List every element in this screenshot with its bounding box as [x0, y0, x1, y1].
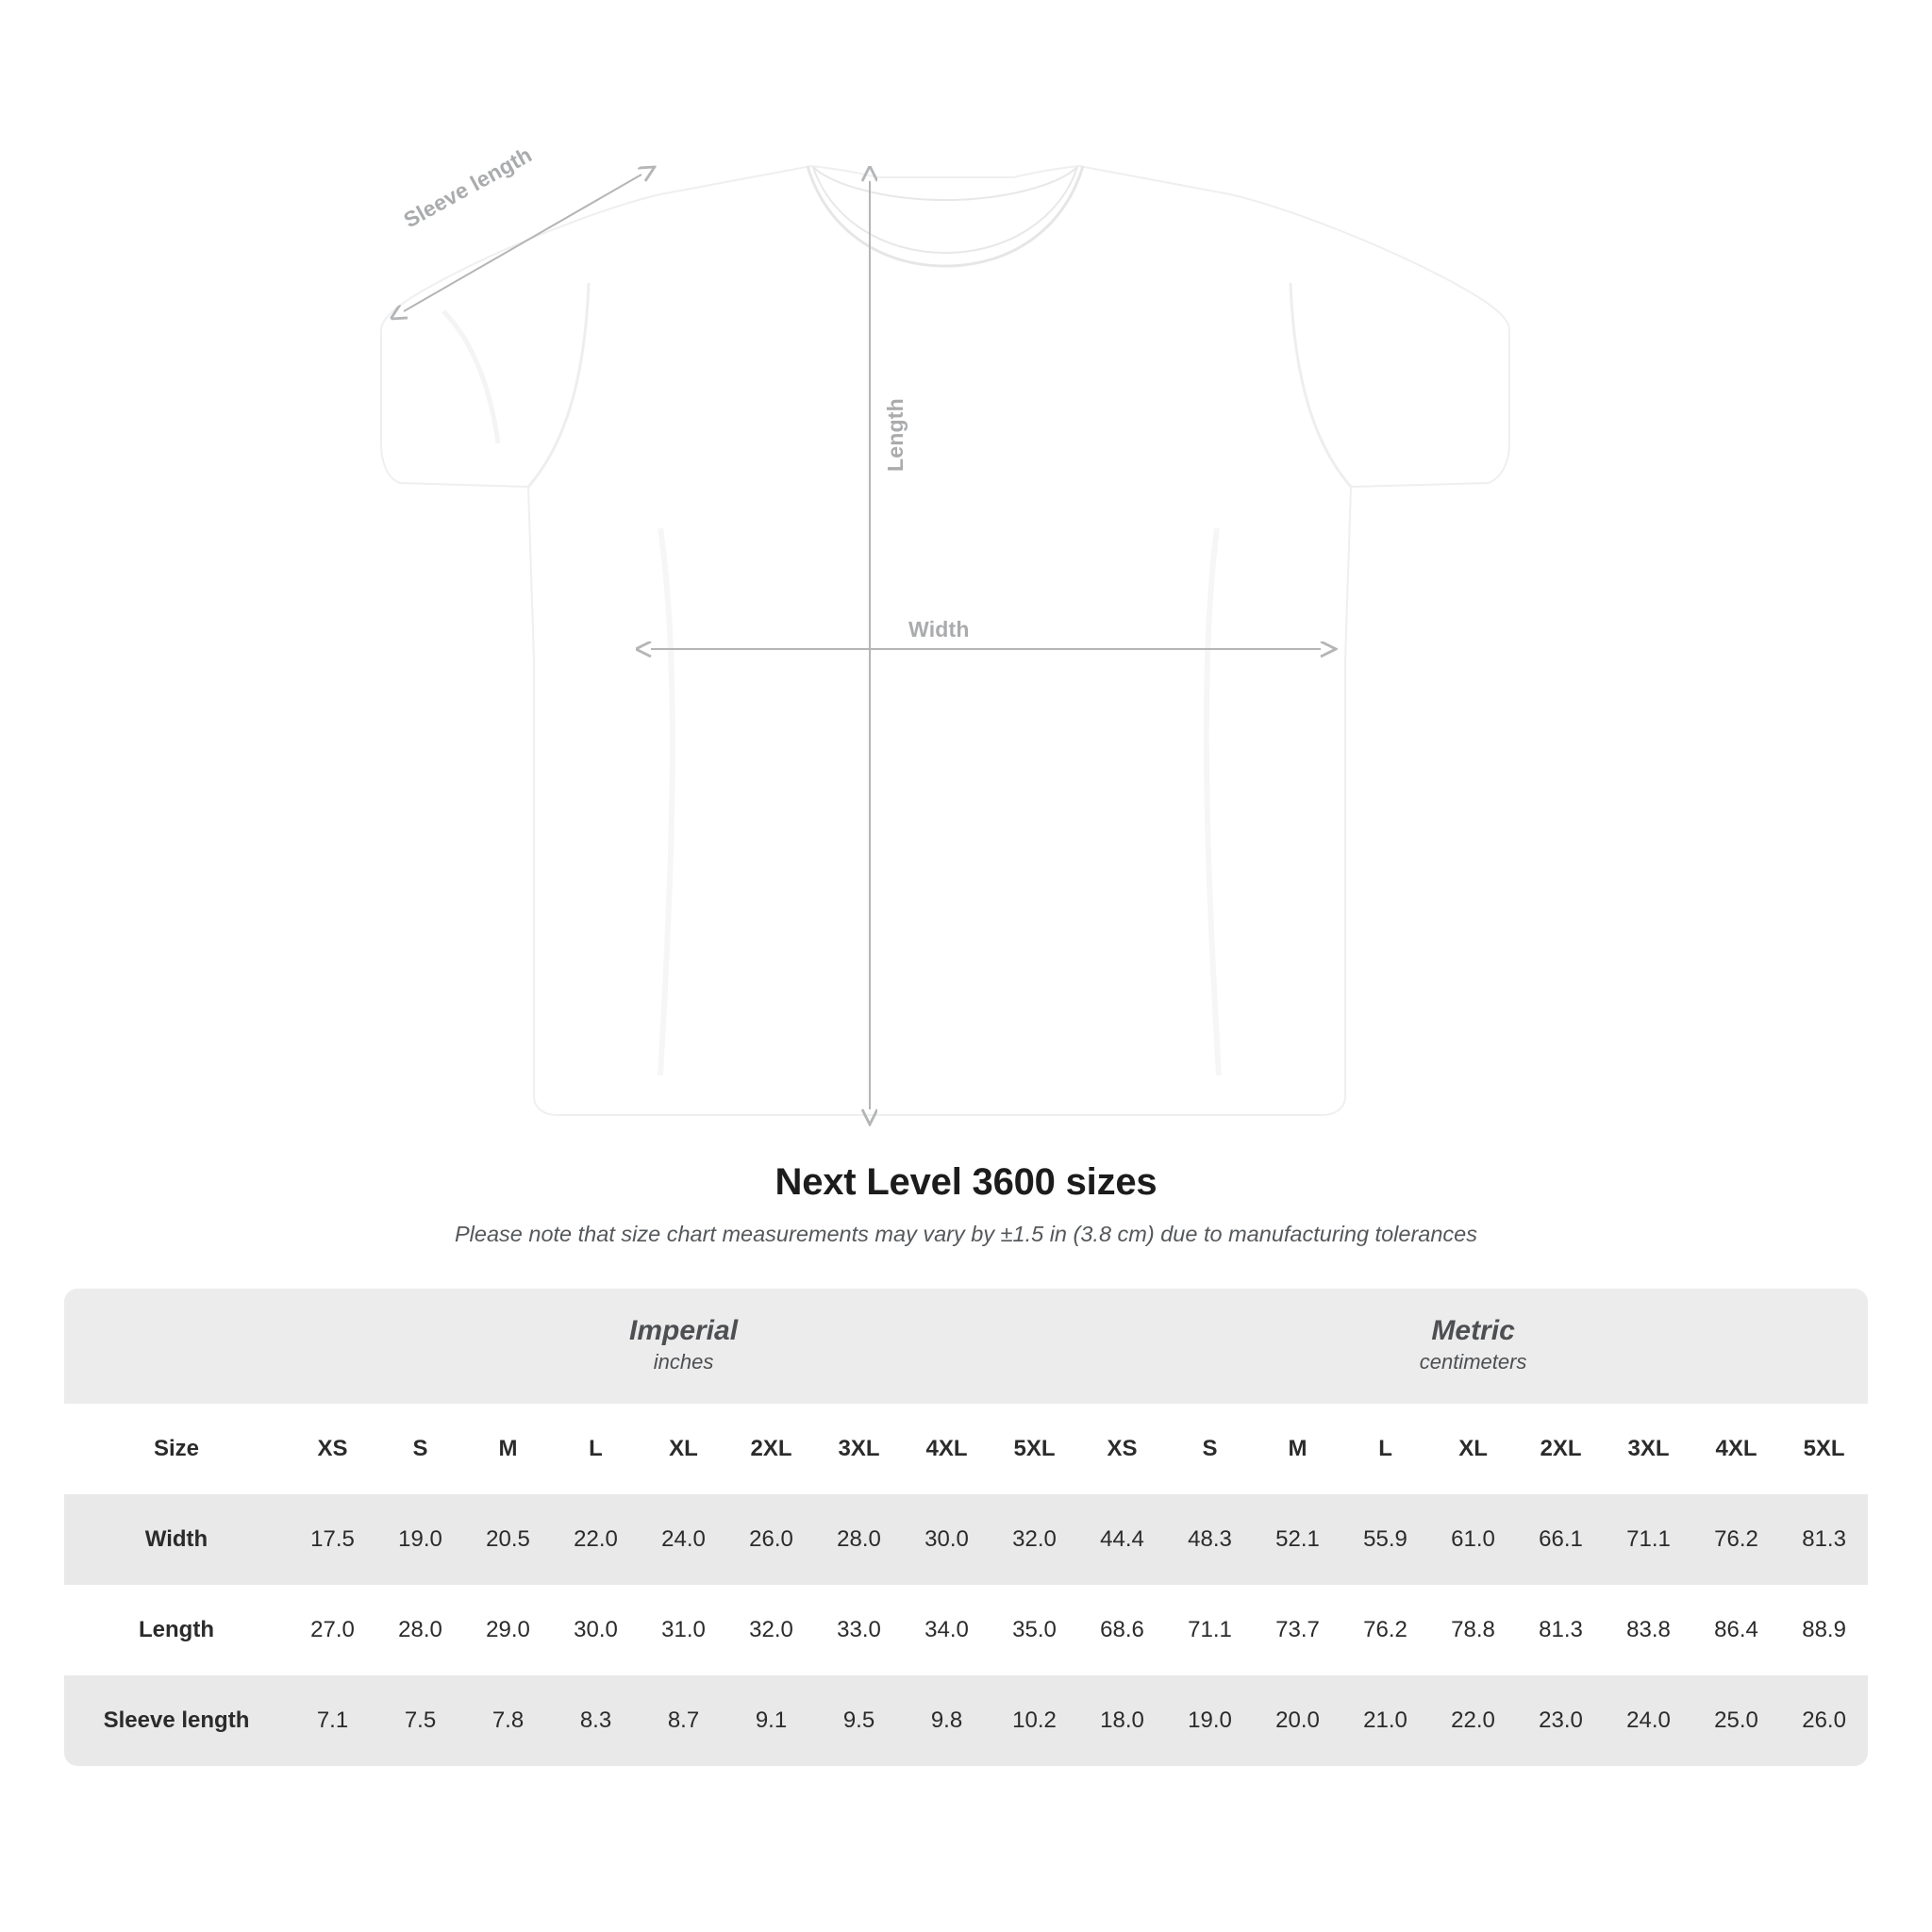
cell-length-imperial-5xl: 35.0	[991, 1585, 1078, 1675]
size-table-wrapper	[64, 1289, 1868, 1766]
cell-sleeve-metric-s: 19.0	[1166, 1675, 1254, 1766]
size-table	[64, 1289, 1868, 1766]
cell-width-metric-m: 52.1	[1254, 1494, 1341, 1585]
cell-length-metric-l: 76.2	[1341, 1585, 1429, 1675]
cell-width-metric-5xl: 81.3	[1780, 1494, 1868, 1585]
cell-sleeve-metric-2xl: 23.0	[1517, 1675, 1605, 1766]
column-header-imperial-4xl: 4XL	[903, 1404, 991, 1494]
cell-width-imperial-l: 22.0	[552, 1494, 640, 1585]
cell-sleeve-imperial-5xl: 10.2	[991, 1675, 1078, 1766]
cell-sleeve-imperial-m: 7.8	[464, 1675, 552, 1766]
cell-sleeve-imperial-l: 8.3	[552, 1675, 640, 1766]
column-header-metric-5xl: 5XL	[1780, 1404, 1868, 1494]
column-header-imperial-l: L	[552, 1404, 640, 1494]
row-header-length: Length	[64, 1585, 289, 1675]
cell-length-imperial-3xl: 33.0	[815, 1585, 903, 1675]
cell-width-metric-l: 55.9	[1341, 1494, 1429, 1585]
cell-width-metric-xs: 44.4	[1078, 1494, 1166, 1585]
cell-width-imperial-xl: 24.0	[640, 1494, 727, 1585]
column-header-metric-m: M	[1254, 1404, 1341, 1494]
column-header-imperial-3xl: 3XL	[815, 1404, 903, 1494]
cell-length-imperial-xl: 31.0	[640, 1585, 727, 1675]
cell-width-imperial-3xl: 28.0	[815, 1494, 903, 1585]
column-header-size: Size	[64, 1404, 289, 1494]
unit-name-imperial: Imperial	[628, 1315, 739, 1346]
cell-width-metric-3xl: 71.1	[1605, 1494, 1692, 1585]
cell-length-imperial-2xl: 32.0	[727, 1585, 815, 1675]
row-header-width: Width	[64, 1494, 289, 1585]
column-header-metric-l: L	[1341, 1404, 1429, 1494]
cell-sleeve-imperial-s: 7.5	[376, 1675, 464, 1766]
cell-length-metric-4xl: 86.4	[1692, 1585, 1780, 1675]
cell-length-imperial-l: 30.0	[552, 1585, 640, 1675]
row-header-sleeve-length: Sleeve length	[64, 1675, 289, 1766]
cell-sleeve-imperial-2xl: 9.1	[727, 1675, 815, 1766]
cell-length-imperial-m: 29.0	[464, 1585, 552, 1675]
unit-header-metric	[1078, 1289, 1868, 1404]
cell-length-metric-3xl: 83.8	[1605, 1585, 1692, 1675]
cell-width-imperial-5xl: 32.0	[991, 1494, 1078, 1585]
cell-length-imperial-xs: 27.0	[289, 1585, 376, 1675]
unit-sub-imperial: inches	[653, 1350, 714, 1374]
cell-width-imperial-4xl: 30.0	[903, 1494, 991, 1585]
cell-width-imperial-xs: 17.5	[289, 1494, 376, 1585]
cell-length-imperial-4xl: 34.0	[903, 1585, 991, 1675]
column-header-metric-xs: XS	[1078, 1404, 1166, 1494]
chart-heading	[0, 1161, 1932, 1247]
column-header-metric-3xl: 3XL	[1605, 1404, 1692, 1494]
cell-width-imperial-s: 19.0	[376, 1494, 464, 1585]
cell-sleeve-imperial-3xl: 9.5	[815, 1675, 903, 1766]
cell-width-metric-s: 48.3	[1166, 1494, 1254, 1585]
cell-length-metric-xs: 68.6	[1078, 1585, 1166, 1675]
cell-width-metric-xl: 61.0	[1429, 1494, 1517, 1585]
cell-sleeve-metric-3xl: 24.0	[1605, 1675, 1692, 1766]
cell-width-imperial-m: 20.5	[464, 1494, 552, 1585]
cell-sleeve-metric-m: 20.0	[1254, 1675, 1341, 1766]
unit-header-spacer	[64, 1289, 289, 1404]
cell-sleeve-metric-xs: 18.0	[1078, 1675, 1166, 1766]
cell-width-imperial-2xl: 26.0	[727, 1494, 815, 1585]
column-header-metric-s: S	[1166, 1404, 1254, 1494]
cell-length-metric-xl: 78.8	[1429, 1585, 1517, 1675]
cell-width-metric-4xl: 76.2	[1692, 1494, 1780, 1585]
column-header-metric-xl: XL	[1429, 1404, 1517, 1494]
length-label: Length	[883, 398, 908, 472]
cell-sleeve-metric-xl: 22.0	[1429, 1675, 1517, 1766]
unit-sub-metric: centimeters	[1419, 1350, 1527, 1374]
cell-length-imperial-s: 28.0	[376, 1585, 464, 1675]
column-header-imperial-xl: XL	[640, 1404, 727, 1494]
width-label: Width	[908, 617, 970, 641]
page-title: Next Level 3600 sizes	[774, 1161, 1158, 1203]
table-row	[64, 1494, 1868, 1585]
cell-width-metric-2xl: 66.1	[1517, 1494, 1605, 1585]
cell-sleeve-metric-5xl: 26.0	[1780, 1675, 1868, 1766]
column-header-imperial-5xl: 5XL	[991, 1404, 1078, 1494]
table-row	[64, 1585, 1868, 1675]
unit-name-metric: Metric	[1431, 1315, 1515, 1346]
sleeve-length-label: Sleeve length	[399, 142, 537, 233]
column-header-imperial-m: M	[464, 1404, 552, 1494]
table-size-header-row	[64, 1404, 1868, 1494]
column-header-imperial-xs: XS	[289, 1404, 376, 1494]
cell-sleeve-metric-l: 21.0	[1341, 1675, 1429, 1766]
column-header-imperial-2xl: 2XL	[727, 1404, 815, 1494]
cell-sleeve-imperial-4xl: 9.8	[903, 1675, 991, 1766]
cell-length-metric-s: 71.1	[1166, 1585, 1254, 1675]
cell-sleeve-metric-4xl: 25.0	[1692, 1675, 1780, 1766]
cell-sleeve-imperial-xl: 8.7	[640, 1675, 727, 1766]
cell-length-metric-m: 73.7	[1254, 1585, 1341, 1675]
cell-length-metric-5xl: 88.9	[1780, 1585, 1868, 1675]
table-unit-header-row	[64, 1289, 1868, 1404]
tolerance-note: Please note that size chart measurements may vary by ±1.5 in (3.8 cm) due to manufacturing tolerances	[455, 1222, 1477, 1246]
cell-sleeve-imperial-xs: 7.1	[289, 1675, 376, 1766]
column-header-metric-4xl: 4XL	[1692, 1404, 1780, 1494]
table-row	[64, 1675, 1868, 1766]
cell-length-metric-2xl: 81.3	[1517, 1585, 1605, 1675]
column-header-metric-2xl: 2XL	[1517, 1404, 1605, 1494]
unit-header-imperial	[289, 1289, 1078, 1404]
column-header-imperial-s: S	[376, 1404, 464, 1494]
